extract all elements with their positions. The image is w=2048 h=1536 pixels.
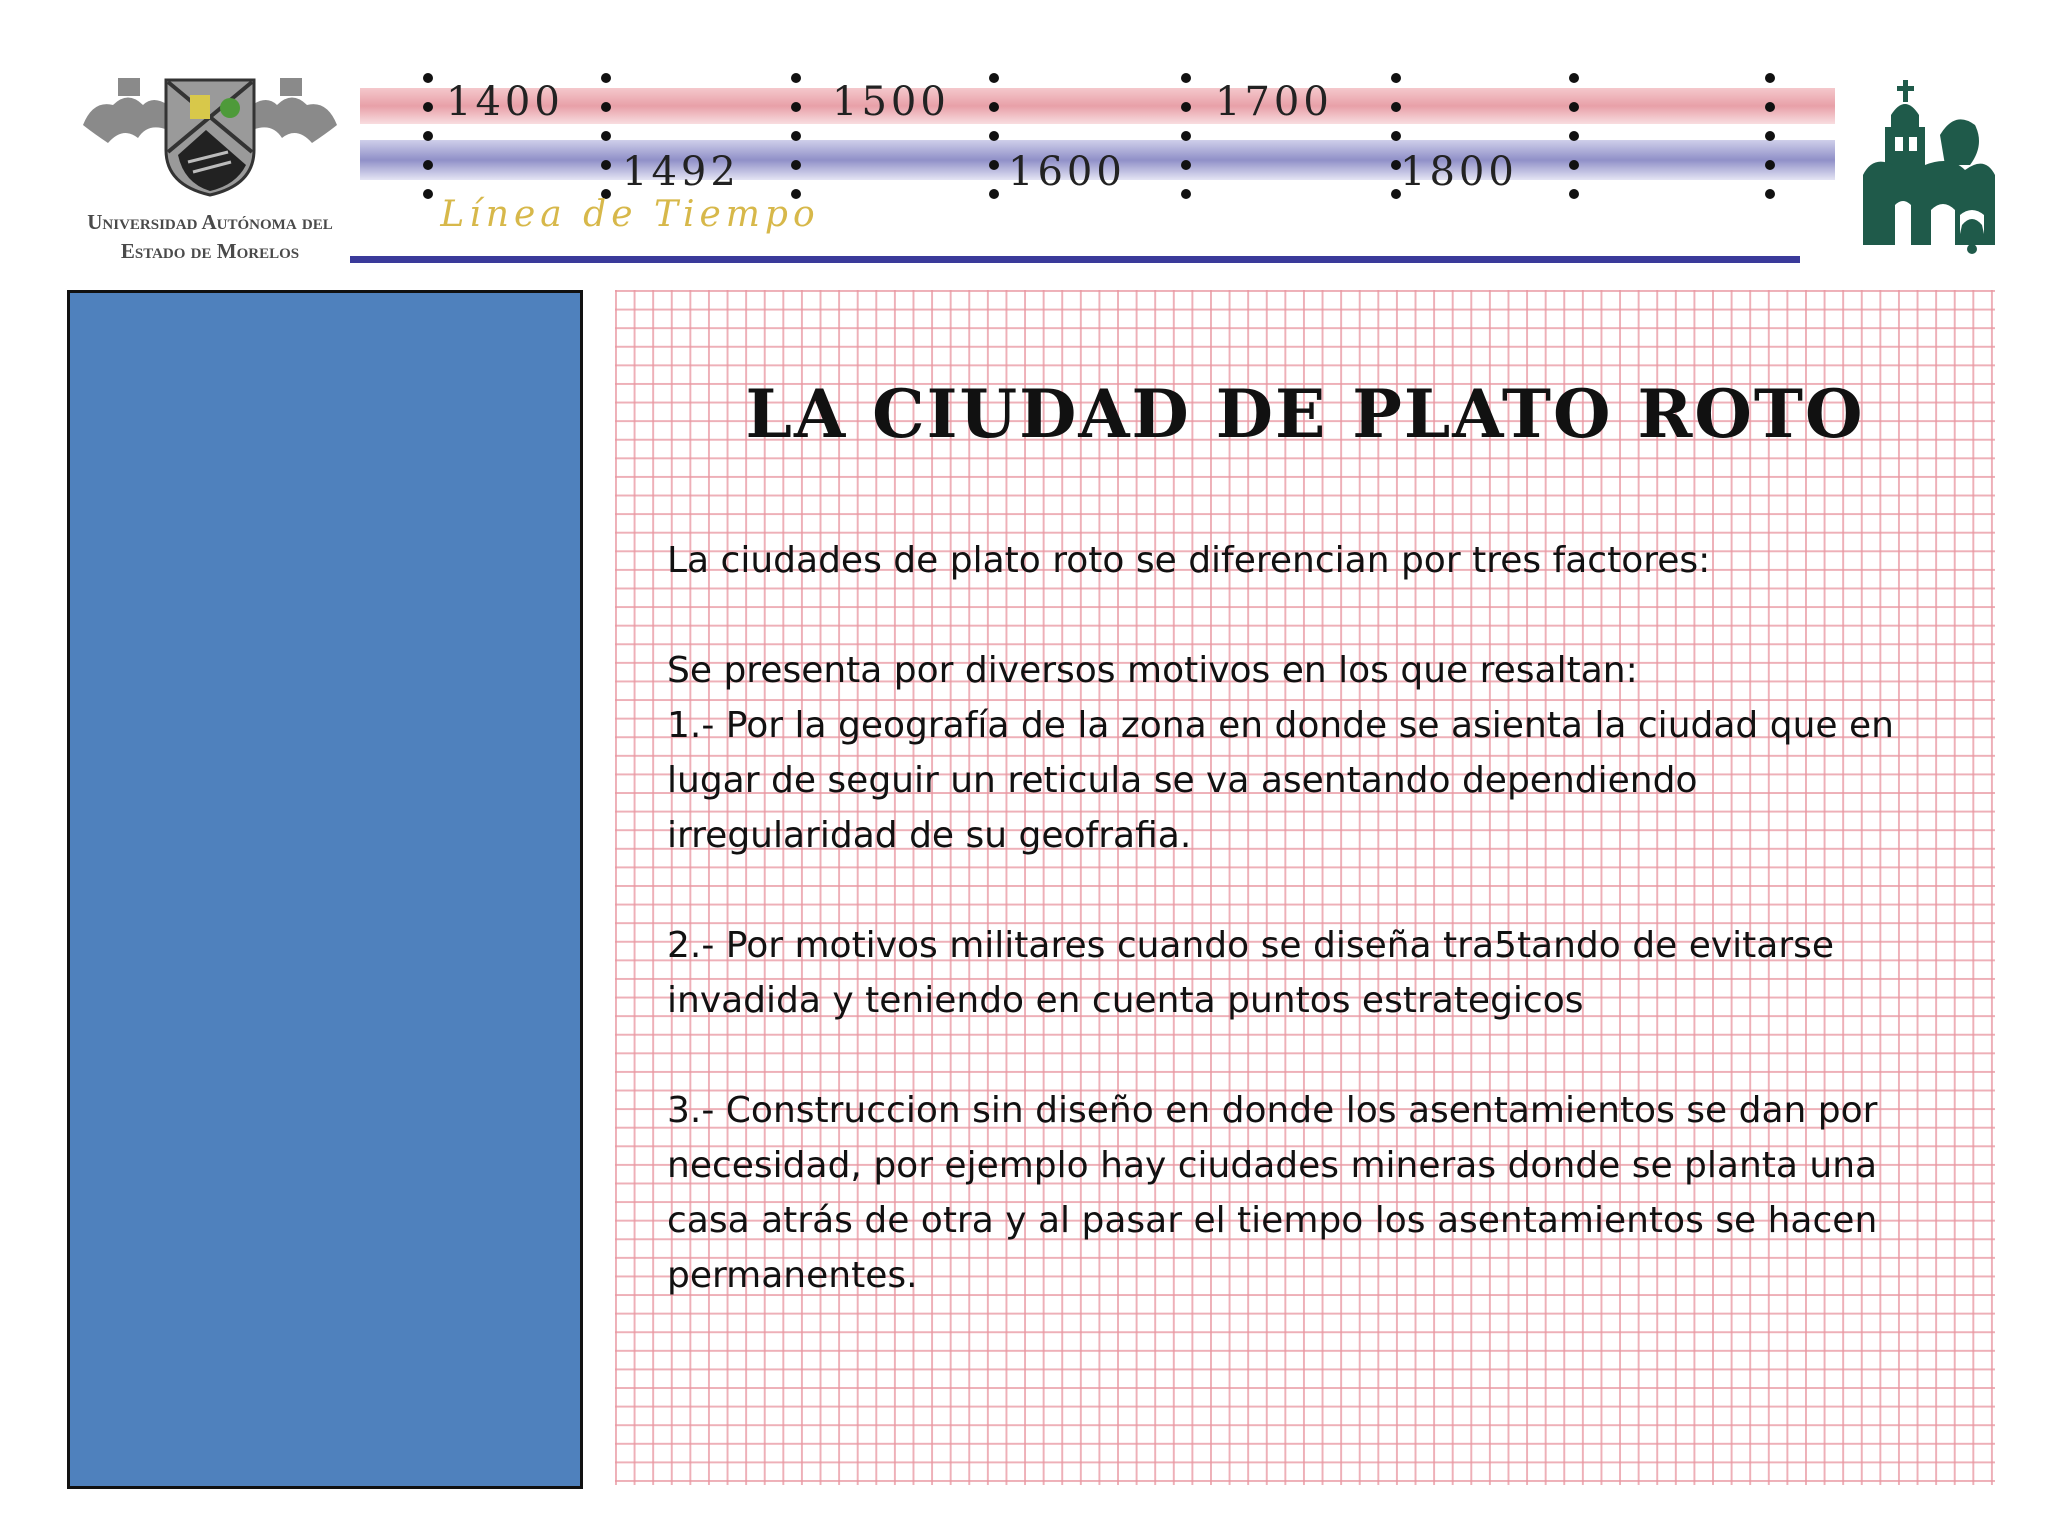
list-item-1-line: lugar de seguir un reticula se va asentando dependiendo: [667, 760, 1698, 801]
list-item-1-line: 1.- Por la geografía de la zona en donde se asienta la ciudad que en: [667, 705, 1894, 746]
list-item-1-line: irregularidad de su geofrafia.: [667, 815, 1192, 856]
timeline-title: Línea de Tiempo: [440, 194, 820, 235]
slide-title: LA CIUDAD DE PLATO ROTO: [745, 375, 1865, 453]
timeline-dot: [1181, 160, 1191, 170]
slide-body-text: [667, 533, 1987, 1358]
timeline-dot: [601, 160, 611, 170]
timeline-dot: [423, 160, 433, 170]
timeline-dot: [423, 131, 433, 141]
list-item-2-line: 2.- Por motivos militares cuando se diseña tra5tando de evitarse: [667, 925, 1835, 966]
timeline-dot: [601, 131, 611, 141]
timeline-dot: [989, 160, 999, 170]
intro-paragraph: La ciudades de plato roto se diferencian por tres factores:: [667, 540, 1711, 581]
timeline-dot: [1569, 73, 1579, 83]
slide-header: [0, 0, 2048, 290]
church-icon: [1855, 75, 2000, 275]
timeline-dot: [1765, 131, 1775, 141]
timeline-dot: [1181, 189, 1191, 199]
timeline-year-top-1: 1400: [446, 79, 564, 125]
timeline-dot: [1569, 102, 1579, 112]
timeline-dot: [1765, 189, 1775, 199]
timeline-dot: [989, 73, 999, 83]
timeline-dot: [1391, 131, 1401, 141]
timeline-year-top-2: 1500: [832, 79, 950, 125]
image-placeholder-panel: [67, 290, 583, 1489]
timeline-dot: [1569, 160, 1579, 170]
timeline-dot: [1181, 102, 1191, 112]
timeline-dot: [1181, 131, 1191, 141]
list-item-3: [667, 1083, 1987, 1303]
timeline-dot: [423, 73, 433, 83]
list-item-3-line: casa atrás de otra y al pasar el tiempo los asentamientos se hacen: [667, 1200, 1878, 1241]
timeline-dot: [423, 102, 433, 112]
university-name-line-1: Universidad Autónoma del: [87, 210, 333, 234]
timeline-dot: [1569, 131, 1579, 141]
uaem-shield-icon: [78, 70, 342, 200]
list-item-2: [667, 918, 1987, 1028]
timeline-dot: [601, 102, 611, 112]
timeline-dot: [989, 189, 999, 199]
timeline-banner: [360, 60, 1835, 275]
timeline-dot: [791, 131, 801, 141]
timeline-year-bottom-2: 1600: [1008, 149, 1126, 195]
timeline-dot: [601, 73, 611, 83]
timeline-dot: [1181, 73, 1191, 83]
university-logo: [70, 70, 350, 270]
timeline-dot: [1765, 102, 1775, 112]
timeline-dot: [1391, 73, 1401, 83]
university-name: [70, 208, 350, 266]
list-item-1: [667, 698, 1987, 863]
list-item-2-line: invadida y teniendo en cuenta puntos estrategicos: [667, 980, 1584, 1021]
timeline-dot: [791, 102, 801, 112]
timeline-dot: [1765, 73, 1775, 83]
timeline-dot: [1765, 160, 1775, 170]
timeline-dot: [1391, 102, 1401, 112]
lead-paragraph: Se presenta por diversos motivos en los que resaltan:: [667, 650, 1638, 691]
university-name-line-2: Estado de Morelos: [120, 239, 300, 263]
timeline-year-top-3: 1700: [1215, 79, 1333, 125]
timeline-dot: [1569, 189, 1579, 199]
list-item-3-line: permanentes.: [667, 1255, 918, 1296]
timeline-graphic: [360, 60, 1835, 275]
timeline-dot: [791, 73, 801, 83]
timeline-year-bottom-1: 1492: [622, 149, 740, 195]
timeline-year-bottom-3: 1800: [1400, 149, 1518, 195]
list-item-3-line: necesidad, por ejemplo hay ciudades mineras donde se planta una: [667, 1145, 1878, 1186]
timeline-dot: [989, 131, 999, 141]
timeline-dot: [989, 102, 999, 112]
list-item-3-line: 3.- Construccion sin diseño en donde los asentamientos se dan por: [667, 1090, 1878, 1131]
timeline-dot: [791, 160, 801, 170]
